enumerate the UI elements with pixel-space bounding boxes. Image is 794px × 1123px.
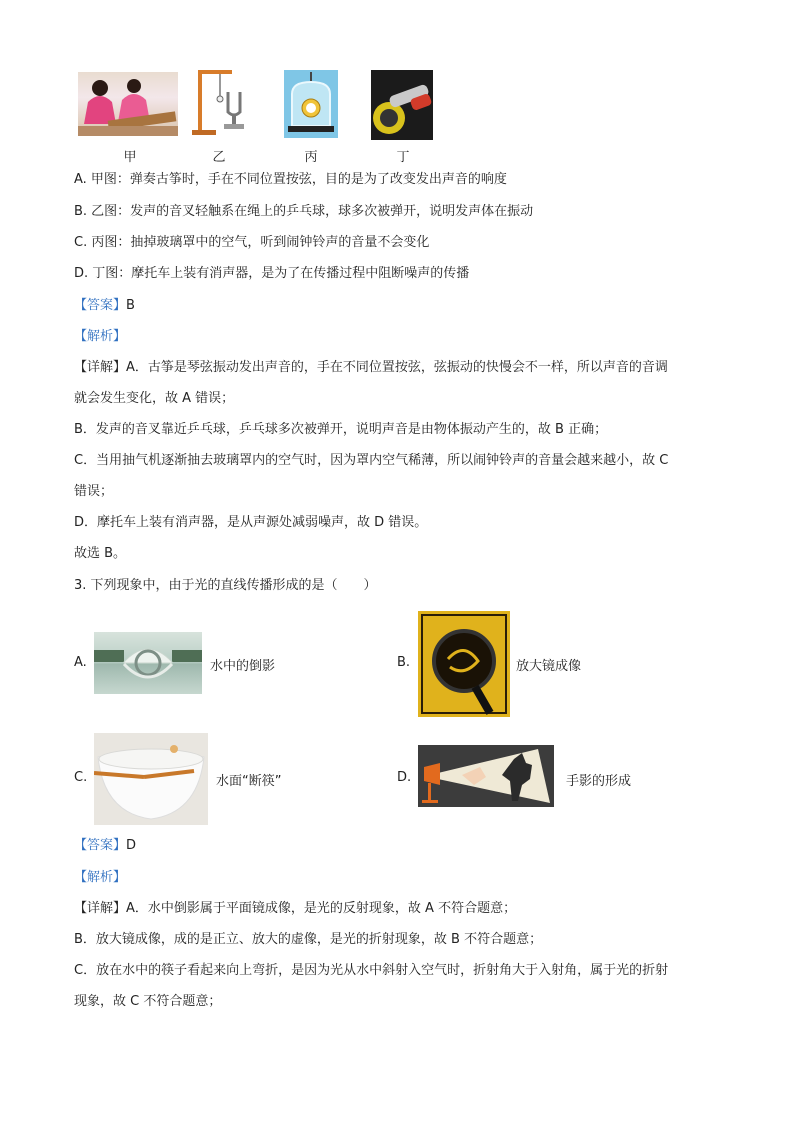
q2-option-a: A. 甲图：弹奏古筝时，手在不同位置按弦，目的是为了改变发出声音的响度 xyxy=(74,172,507,187)
q3-option-a-label: A. xyxy=(74,655,87,670)
q2-detail-line-1 xyxy=(74,358,668,378)
q3-option-c-text: 水面“断筷” xyxy=(216,774,282,789)
q3-option-b-image xyxy=(418,611,510,717)
q2-detail-line-4: C．当用抽气机逐渐抽去玻璃罩内的空气时，因为罩内空气稀薄，所以闹钟铃声的音量会越来越小，故 C xyxy=(74,453,669,468)
answer-label: 【答案】 xyxy=(74,298,127,313)
q3-option-c-image xyxy=(94,733,208,825)
q3-option-c-label: C. xyxy=(74,770,88,785)
q3-option-a-image xyxy=(94,632,202,694)
answer-value: B xyxy=(126,298,135,313)
q2-detail-line-3: B．发声的音叉靠近乒乓球，乒乓球多次被弹开，说明声音是由物体振动产生的，故 B 正确； xyxy=(74,422,608,437)
q2-option-d: D. 丁图：摩托车上装有消声器，是为了在传播过程中阻断噪声的传播 xyxy=(74,266,470,281)
caption-yi: 乙 xyxy=(212,150,226,165)
answer-label: 【答案】 xyxy=(74,838,127,853)
detail-text: A．水中倒影属于平面镜成像，是光的反射现象，故 A 不符合题意； xyxy=(126,901,517,916)
q2-answer xyxy=(74,296,135,316)
q3-answer xyxy=(74,836,136,856)
detail-label: 【详解】 xyxy=(74,360,127,375)
q3-stem: 3. 下列现象中，由于光的直线传播形成的是（ ） xyxy=(74,578,377,593)
detail-label: 【详解】 xyxy=(74,901,127,916)
figure-ding-muffler xyxy=(371,70,433,140)
caption-bing: 丙 xyxy=(304,150,318,165)
q3-option-b-text: 放大镜成像 xyxy=(516,659,582,674)
q3-option-b-label: B. xyxy=(397,655,411,670)
answer-value: D xyxy=(126,838,137,853)
q2-detail-line-2: 就会发生变化，故 A 错误； xyxy=(74,391,235,406)
q3-option-d-image xyxy=(418,745,554,807)
q2-option-b: B. 乙图：发声的音叉轻触系在绳上的乒乓球，球多次被弹开，说明发声体在振动 xyxy=(74,204,534,219)
figure-bing-bell-jar xyxy=(284,70,338,138)
figure-yi-tuning-fork xyxy=(190,66,248,138)
q3-detail-line-2: B．放大镜成像，成的是正立、放大的虚像，是光的折射现象，故 B 不符合题意； xyxy=(74,932,543,947)
q3-detail-line-1 xyxy=(74,899,516,919)
q2-option-c: C. 丙图：抽掉玻璃罩中的空气，听到闹钟铃声的音量不会变化 xyxy=(74,235,430,250)
q3-detail-line-4: 现象，故 C 不符合题意； xyxy=(74,994,222,1009)
q3-option-d-label: D. xyxy=(397,770,412,785)
detail-text: A．古筝是琴弦振动发出声音的，手在不同位置按弦，弦振动的快慢会不一样，所以声音的音调 xyxy=(126,360,668,375)
q2-analysis-label: 【解析】 xyxy=(74,329,127,344)
q3-option-a-text: 水中的倒影 xyxy=(210,659,276,674)
q2-detail-line-5: 错误； xyxy=(74,484,114,499)
q3-detail-line-3: C．放在水中的筷子看起来向上弯折，是因为光从水中斜射入空气时，折射角大于入射角，属于光的折射 xyxy=(74,963,669,978)
figure-jia-guzheng xyxy=(78,72,178,136)
q2-detail-line-6: D．摩托车上装有消声器，是从声源处减弱噪声，故 D 错误。 xyxy=(74,515,428,530)
caption-jia: 甲 xyxy=(123,150,137,165)
caption-ding: 丁 xyxy=(396,150,410,165)
q3-analysis-label: 【解析】 xyxy=(74,870,127,885)
q2-detail-line-7: 故选 B。 xyxy=(74,546,127,561)
q3-option-d-text: 手影的形成 xyxy=(566,774,632,789)
